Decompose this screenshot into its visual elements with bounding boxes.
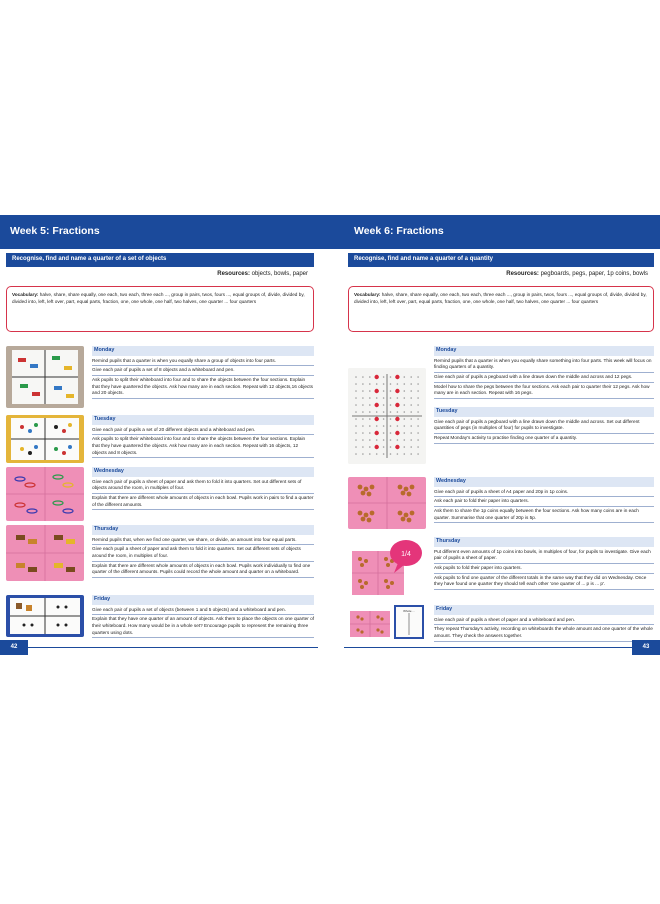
peg-hole (397, 453, 399, 455)
peg (395, 445, 399, 449)
day-heading-friday: Friday (434, 605, 654, 615)
peg-hole (369, 390, 371, 392)
paragraph: Give each pair of pupils a sheet of paper and a whiteboard and pen. (434, 617, 654, 626)
peg-hole (383, 425, 385, 427)
peg-hole (397, 411, 399, 413)
peg-hole (362, 453, 364, 455)
paragraph: Give each pair of pupils a pegboard with a line drawn down the middle and across. Set out different quantities of pegs (in multiples of four) for pupils to investigate. (434, 419, 654, 434)
footer-rule (28, 647, 318, 648)
peg-hole (369, 432, 371, 434)
peg-hole (397, 383, 399, 385)
peg-hole (410, 404, 412, 406)
vocabulary-box (6, 286, 314, 332)
peg-hole (369, 404, 371, 406)
peg-hole (390, 425, 392, 427)
peg-hole (410, 390, 412, 392)
day-heading-wednesday: Wednesday (434, 477, 654, 487)
paragraph: Remind pupils that, when we find one quarter, we share, or divide, an amount into four equal parts. (92, 537, 314, 546)
peg-hole (390, 446, 392, 448)
photo-paper-clips-pink (6, 467, 84, 521)
resources-line (348, 271, 648, 277)
photo-pegboard (348, 368, 426, 464)
book-spread (0, 215, 660, 655)
paragraph: Give each pupil a sheet of paper and ask them to fold it into quarters. Set out different sets of objects around the room, in multiples of four. (92, 546, 314, 561)
peg-hole (355, 397, 357, 399)
day-row-monday-tuesday (348, 346, 654, 476)
peg-hole (362, 397, 364, 399)
whiteboard-note: Whole ... (403, 609, 415, 613)
day-row-tuesday (6, 415, 314, 465)
paragraph: Explain that they have one quarter of an amount of objects. Ask them to place the objects on one quarter of their whiteboard. How many would be in a whole set? Encourage pupils to represent the remaining three quarters using dots. (92, 616, 314, 638)
peg-hole (376, 397, 378, 399)
peg-hole (362, 390, 364, 392)
peg-hole (362, 425, 364, 427)
peg-hole (417, 383, 419, 385)
peg-hole (417, 446, 419, 448)
peg-hole (355, 453, 357, 455)
peg-hole (383, 404, 385, 406)
peg-hole (417, 404, 419, 406)
week-header-bar (0, 215, 330, 249)
paragraph: Ask each pair to fold their paper into quarters. (434, 498, 654, 507)
peg-hole (404, 376, 406, 378)
peg-hole (355, 425, 357, 427)
peg-hole (362, 404, 364, 406)
peg-hole (383, 397, 385, 399)
day-heading-tuesday: Tuesday (92, 415, 314, 425)
peg-hole (369, 383, 371, 385)
day-heading-monday: Monday (434, 346, 654, 356)
peg-hole (404, 397, 406, 399)
peg (395, 431, 399, 435)
vocabulary-label: Vocabulary: (354, 292, 381, 297)
peg-hole (355, 383, 357, 385)
photo-whiteboard-counters (6, 415, 84, 463)
peg-hole (383, 390, 385, 392)
peg (375, 431, 379, 435)
paragraph: Give each pair of pupils a sheet of A4 paper and 20p in 1p coins. (434, 489, 654, 498)
day-text-thursday (92, 525, 314, 579)
objective-bar: Recognise, find and name a quarter of a set of objects (6, 253, 314, 267)
peg-hole (417, 432, 419, 434)
peg-hole (417, 418, 419, 420)
peg-hole (404, 439, 406, 441)
peg-hole (410, 418, 412, 420)
day-heading-thursday: Thursday (434, 537, 654, 547)
peg-hole (383, 453, 385, 455)
peg-hole (362, 418, 364, 420)
peg-hole (376, 425, 378, 427)
paragraph: Remind pupils that a quarter is when you equally share a group of objects into four parts. (92, 358, 314, 367)
peg (375, 389, 379, 393)
photo-coins-pink (348, 477, 426, 529)
page-week-5 (0, 215, 330, 655)
peg-hole (417, 411, 419, 413)
resources-label: Resources: (217, 271, 250, 277)
peg-hole (410, 397, 412, 399)
peg-hole (404, 432, 406, 434)
peg-hole (410, 446, 412, 448)
peg-hole (362, 376, 364, 378)
day-text-wednesday (92, 467, 314, 511)
peg-hole (362, 411, 364, 413)
resources-value: objects, bowls, paper (251, 271, 308, 277)
day-row-thursday (348, 537, 654, 603)
day-text-monday (434, 346, 654, 445)
day-row-thursday (6, 525, 314, 593)
peg-hole (355, 390, 357, 392)
peg (395, 375, 399, 379)
peg-hole (383, 376, 385, 378)
paragraph: Repeat Monday's activity to practise finding one quarter of a quantity. (434, 435, 654, 444)
peg-hole (417, 439, 419, 441)
peg-hole (410, 376, 412, 378)
peg-hole (390, 439, 392, 441)
peg-hole (369, 439, 371, 441)
peg-hole (369, 411, 371, 413)
peg-hole (397, 439, 399, 441)
peg-hole (410, 425, 412, 427)
peg-hole (417, 425, 419, 427)
paragraph: Give each pair of pupils a sheet of paper and ask them to fold it into quarters. Set out different sets of objects around the room, in multiples of four. (92, 479, 314, 494)
peg-hole (404, 383, 406, 385)
peg-hole (390, 390, 392, 392)
day-heading-friday: Friday (92, 595, 314, 605)
peg-hole (355, 446, 357, 448)
peg-hole (369, 453, 371, 455)
peg-hole (404, 418, 406, 420)
peg-hole (404, 404, 406, 406)
paragraph: Put different even amounts of 1p coins into bowls, in multiples of four, for pupils to investigate. Give each pair of pupils a sheet of paper. (434, 549, 654, 564)
peg (395, 403, 399, 407)
photo-objects-quartered (6, 346, 84, 408)
paragraph: Ask pupils to split their whiteboard into four and to share the objects between the four sections. Explain that they have quartered the objects. Ask how many are in each section. Repeat with 12 objects,16 objects and 20 objects. (92, 377, 314, 399)
page-number: 42 (0, 640, 28, 655)
day-heading-monday: Monday (92, 346, 314, 356)
peg-hole (355, 376, 357, 378)
vocabulary-box (348, 286, 654, 332)
peg-hole (376, 453, 378, 455)
day-text-tuesday (92, 415, 314, 459)
peg-hole (390, 411, 392, 413)
photo-coins-speech-bubble (348, 537, 426, 597)
vocabulary-label: Vocabulary: (12, 292, 39, 297)
peg-hole (397, 397, 399, 399)
peg-hole (404, 425, 406, 427)
peg (375, 417, 379, 421)
paragraph: Ask them to share the 1p coins equally between the four sections. Ask how many coins are in each quarter. Summarise that one quarter of 20p is 5p. (434, 508, 654, 523)
peg-hole (390, 453, 392, 455)
resources-line (6, 271, 308, 277)
peg-hole (383, 432, 385, 434)
peg-hole (355, 439, 357, 441)
day-text-thursday (434, 537, 654, 591)
resources-value: pegboards, pegs, paper, 1p coins, bowls (540, 271, 648, 277)
peg-hole (417, 376, 419, 378)
peg-hole (404, 390, 406, 392)
peg-hole (376, 411, 378, 413)
peg-hole (369, 397, 371, 399)
page-number: 43 (632, 640, 660, 655)
day-text-friday (92, 595, 314, 639)
peg-hole (404, 453, 406, 455)
peg-hole (376, 439, 378, 441)
paragraph: Remind pupils that a quarter is when you equally share something into four parts. This week will focus on finding quarters of a quantity. (434, 358, 654, 373)
photo-animals-pink (6, 525, 84, 581)
peg-hole (390, 383, 392, 385)
peg-hole (390, 432, 392, 434)
paragraph: Give each pair of pupils a set of 8 objects and a whiteboard and pen. (92, 367, 314, 376)
peg-hole (383, 383, 385, 385)
peg-hole (369, 418, 371, 420)
paragraph: Give each pair of pupils a set of objects (between 1 and 5 objects) and a whiteboard and pen. (92, 607, 314, 616)
peg-hole (390, 397, 392, 399)
peg-hole (410, 453, 412, 455)
day-heading-wednesday: Wednesday (92, 467, 314, 477)
peg-hole (355, 411, 357, 413)
peg-hole (390, 418, 392, 420)
paragraph: They repeat Thursday's activity, recording on whiteboards the whole amount and one quarter of the whole amount. They check the answers together. (434, 626, 654, 641)
resources-label: Resources: (506, 271, 539, 277)
peg-hole (362, 446, 364, 448)
photo-coins-whiteboard (348, 605, 426, 639)
paragraph: Give each pair of pupils a set of 20 different objects and a whiteboard and pen. (92, 427, 314, 436)
paragraph: Give each pair of pupils a pegboard with a line drawn down the middle and across and 12 pegs. (434, 374, 654, 383)
peg-hole (362, 432, 364, 434)
objective-bar: Recognise, find and name a quarter of a quantity (348, 253, 654, 267)
paragraph: Ask pupils to fold their paper into quarters. (434, 565, 654, 574)
peg-hole (369, 425, 371, 427)
week-title: Week 5: Fractions (10, 225, 100, 237)
peg-hole (369, 446, 371, 448)
speech-bubble-text: 1/4 (401, 551, 411, 558)
peg-hole (355, 404, 357, 406)
day-row-friday (6, 595, 314, 640)
peg-hole (404, 446, 406, 448)
page-week-6 (330, 215, 660, 655)
week-title: Week 6: Fractions (354, 225, 444, 237)
peg (395, 389, 399, 393)
peg-hole (417, 453, 419, 455)
paragraph: Ask pupils to split their whiteboard into four and to share the objects between the four sections. Explain that they have quartered the objects. Ask how many are in each section. Repeat with 16 objects, 12 objects and 8 objects. (92, 436, 314, 458)
day-row-wednesday (348, 477, 654, 535)
peg-hole (362, 439, 364, 441)
day-row-friday (348, 605, 654, 641)
week-header-bar (330, 215, 660, 249)
peg-hole (397, 425, 399, 427)
paragraph: Explain that there are different whole amounts of objects in each bowl. Pupils work in pairs to find a quarter of the different amounts. (92, 495, 314, 510)
day-row-wednesday (6, 467, 314, 523)
day-text-monday (92, 346, 314, 400)
peg-hole (383, 411, 385, 413)
photo-whiteboard-dots (6, 595, 84, 637)
day-text-friday (434, 605, 654, 643)
day-heading-tuesday: Tuesday (434, 407, 654, 417)
peg-hole (355, 418, 357, 420)
peg-hole (383, 418, 385, 420)
peg-hole (404, 411, 406, 413)
day-row-monday (6, 346, 314, 418)
vocabulary-text: halve, share, share equally, one each, two each, three each ..., group in pairs, twos, fours ..., equal groups of, divide, divided by, divided into, left, left over, part, equal parts, fraction, one, one whole, one half, two halves, one quarter ... four quarters (12, 292, 305, 305)
peg (395, 417, 399, 421)
peg-hole (383, 446, 385, 448)
peg-hole (383, 439, 385, 441)
peg-hole (362, 383, 364, 385)
day-text-wednesday (434, 477, 654, 524)
vocabulary-text: halve, share, share equally, one each, two each, three each ..., group in pairs, twos, fours ..., equal groups of, divide, divided by, divided into, left, left over, part, equal parts, fraction, one, one whole, one half, two halves, one quarter ... four quarters (354, 292, 647, 305)
peg-hole (410, 383, 412, 385)
paragraph: Model how to share the pegs between the four sections. Ask each pair to quarter their 12 pegs. Ask how many are in each section. Repeat with 16 pegs. (434, 384, 654, 399)
peg (375, 403, 379, 407)
paragraph: Ask pupils to find one quarter of the different totals in the same way that they did on Wednesday. Once they have found one quarter they should tell each other 'one quarter of ... p is ... p'. (434, 575, 654, 590)
peg-hole (410, 439, 412, 441)
peg (375, 445, 379, 449)
peg-hole (417, 390, 419, 392)
peg-hole (410, 432, 412, 434)
peg-hole (390, 404, 392, 406)
peg (375, 375, 379, 379)
peg-hole (417, 397, 419, 399)
peg-hole (390, 376, 392, 378)
footer-rule (344, 647, 632, 648)
paragraph: Explain that there are different whole amounts of objects in each bowl. Pupils work individually to find one quarter of the different amounts. Pupils could record the whole amount and quarter on a whiteboard. (92, 563, 314, 578)
peg-hole (355, 432, 357, 434)
day-heading-thursday: Thursday (92, 525, 314, 535)
peg-hole (369, 376, 371, 378)
peg-hole (376, 383, 378, 385)
peg-hole (410, 411, 412, 413)
